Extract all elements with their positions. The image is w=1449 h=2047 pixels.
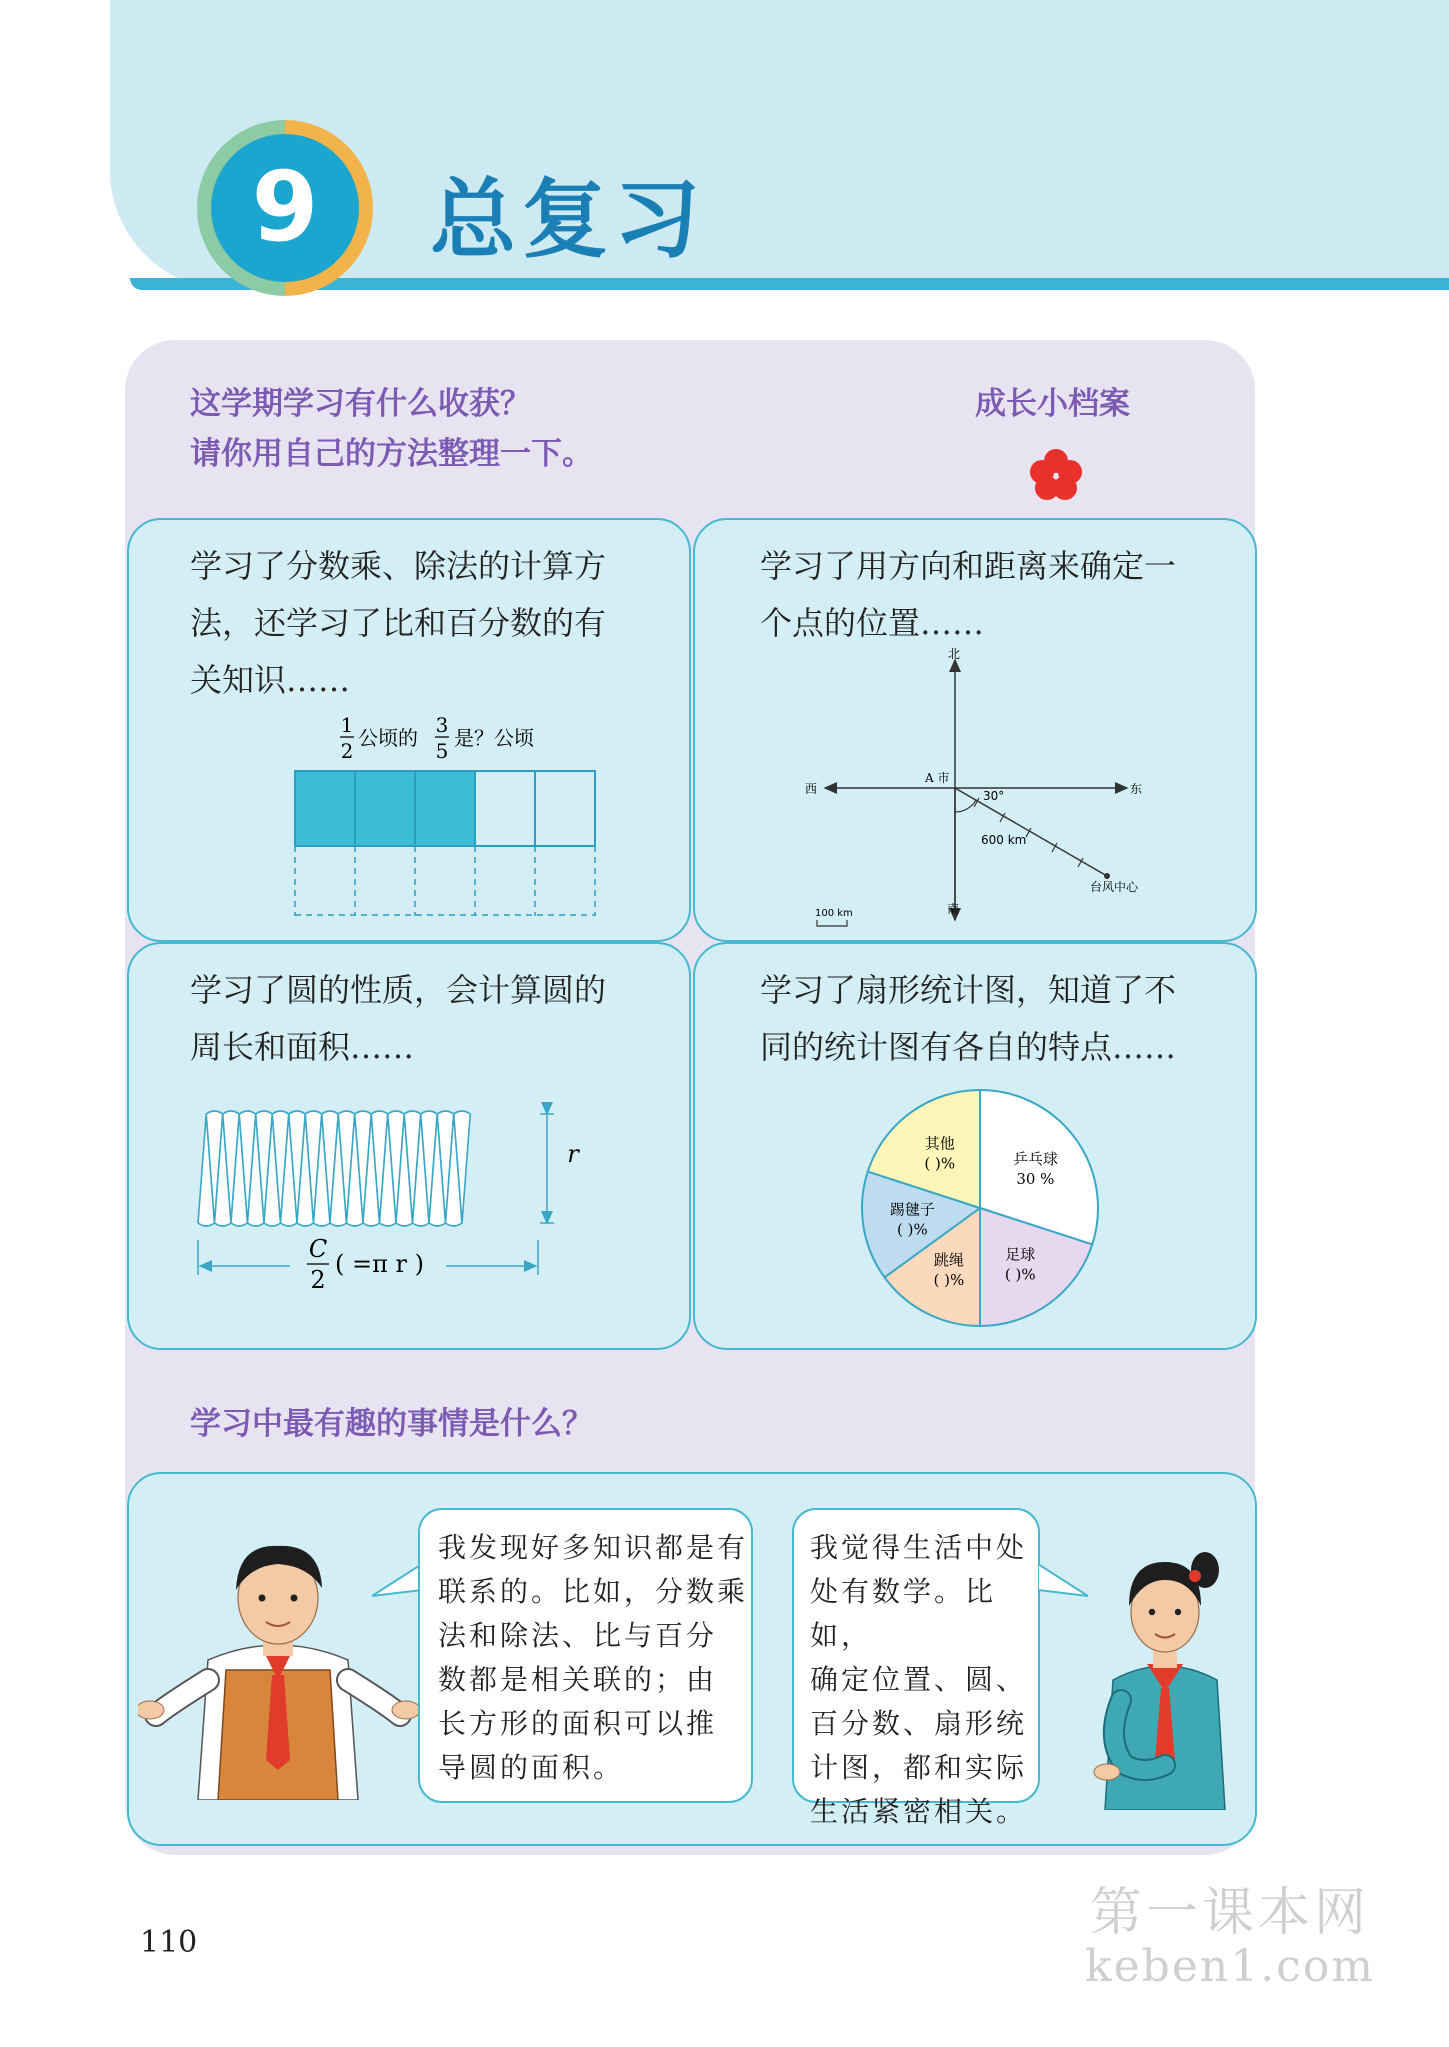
intro-instruction: 请你用自己的方法整理一下。	[190, 436, 593, 472]
chapter-number: 9	[251, 151, 319, 263]
watermark-domain: keben1.com	[1084, 1941, 1376, 1992]
speech-line: 法和除法、比与百分	[438, 1619, 718, 1652]
card-direction-text	[760, 538, 1176, 652]
direction-diagram	[795, 648, 1155, 933]
label-origin-city: A 市	[925, 771, 950, 785]
pie-slice-value: 30 %	[1016, 1169, 1055, 1188]
pie-chart	[850, 1078, 1110, 1338]
girl-illustration	[1085, 1540, 1245, 1810]
speech-bubble-tail	[372, 1560, 422, 1600]
text-line: 学习了扇形统计图，知道了不	[760, 971, 1177, 1009]
fraction-area-diagram	[290, 708, 620, 918]
radius-label: r	[567, 1140, 579, 1168]
speech-bubble-tail	[1038, 1560, 1088, 1600]
label-angle: 30°	[983, 789, 1005, 803]
fraction-tail-text: 是？公顷	[454, 726, 534, 750]
text-line: 学习了圆的性质，会计算圆的	[190, 971, 607, 1009]
speech-line: 我觉得生活中处	[810, 1531, 1028, 1564]
speech-line: 导圆的面积。	[438, 1751, 625, 1784]
pie-slice-label: 足球	[1005, 1245, 1036, 1264]
label-north: 北	[948, 648, 961, 661]
card-fractions-text	[190, 538, 606, 709]
sector-strip	[198, 1111, 470, 1226]
speech-line: 百分数、扇形统	[810, 1707, 1028, 1740]
speech-line: 生活紧密相关。	[810, 1795, 1028, 1828]
speech-line: 数都是相关联的；由	[438, 1663, 718, 1696]
growth-record-title: 成长小档案	[975, 386, 1130, 422]
interest-question: 学习中最有趣的事情是什么？	[190, 1406, 593, 1442]
flower-icon	[1028, 448, 1084, 502]
speech-line: 长方形的面积可以推	[438, 1707, 718, 1740]
formula-denominator: 2	[310, 1266, 326, 1294]
label-west: 西	[805, 782, 818, 796]
label-scale: 100 km	[815, 908, 853, 919]
watermark	[1080, 1870, 1380, 1992]
text-line: 法，还学习了比和百分数的有	[190, 604, 607, 642]
fraction-1-denominator: 2	[340, 739, 354, 763]
pie-slice-value: ( )%	[897, 1220, 928, 1239]
pie-slice-value: ( )%	[933, 1270, 965, 1289]
label-south: 南	[947, 902, 960, 916]
pie-slice-label: 踢毽子	[889, 1200, 935, 1219]
label-east: 东	[1130, 782, 1143, 796]
card-pie-text	[760, 962, 1176, 1076]
pie-slice-value: ( )%	[1004, 1265, 1036, 1284]
text-line: 个点的位置……	[760, 604, 985, 642]
page-number: 110	[140, 1925, 198, 1960]
pie-slice-label: 乒乓球	[1012, 1149, 1058, 1168]
speech-line: 处有数学。比如，	[810, 1575, 997, 1652]
speech-line: 我发现好多知识都是有	[438, 1531, 749, 1564]
text-line: 学习了用方向和距离来确定一	[760, 547, 1177, 585]
intro-question: 这学期学习有什么收获？	[190, 386, 531, 422]
fraction-2-denominator: 5	[435, 739, 449, 763]
circle-area-derivation-diagram	[190, 1100, 610, 1300]
chapter-number-badge	[195, 118, 375, 298]
watermark-site-name: 第一课本网	[1089, 1883, 1370, 1943]
label-typhoon-center: 台风中心	[1090, 880, 1139, 894]
pie-slice-label: 跳绳	[933, 1250, 964, 1269]
formula-numerator: C	[308, 1235, 328, 1263]
chapter-title: 总复习	[430, 170, 706, 270]
boy-speech-bubble	[418, 1508, 753, 1803]
label-distance: 600 km	[981, 833, 1027, 847]
pie-slice-value: ( )%	[924, 1154, 956, 1173]
card-circle-text	[190, 962, 606, 1076]
text-line: 关知识……	[190, 661, 351, 699]
fraction-1-numerator: 1	[340, 713, 354, 737]
speech-line: 计图，都和实际	[810, 1751, 1028, 1784]
text-line: 周长和面积……	[190, 1028, 415, 1066]
fraction-mid-text: 公顷的	[358, 726, 418, 750]
text-line: 同的统计图有各自的特点……	[760, 1028, 1177, 1066]
girl-speech-bubble	[792, 1508, 1040, 1828]
speech-line: 联系的。比如，分数乘	[438, 1575, 749, 1608]
pie-slice-label: 其他	[924, 1134, 955, 1153]
formula-text: ( =π r )	[335, 1250, 424, 1278]
text-line: 学习了分数乘、除法的计算方	[190, 547, 607, 585]
fraction-2-numerator: 3	[435, 713, 449, 737]
speech-line: 确定位置、圆、	[810, 1663, 1028, 1696]
